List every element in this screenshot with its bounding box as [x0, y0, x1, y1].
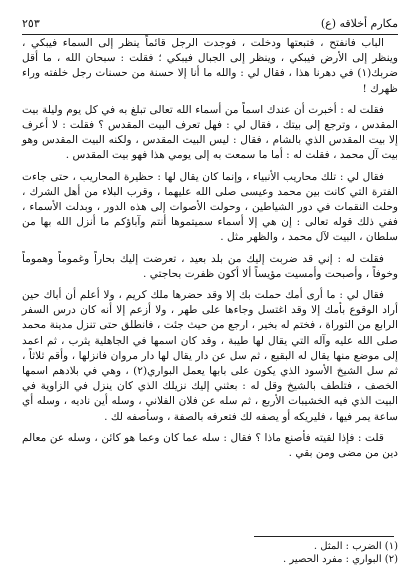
page-number: ٢٥٣ [22, 17, 40, 30]
paragraph: فقال لي : تلك محاريب الأنبياء ، وإنما كان يقال لها : حظيرة المحاريب ، حتى جاءت الفترة التي كانت بين محمد وعيسى صلى الله عليهما ، وقرب البلاء من أهل الشرك ، وحلت النقمات في دور الشياطين ، وحولت الأصوات إلى هذه الدور ، وبدلت الأسماء ، ففي ذلك قوله تعالى : إن هي إلا أسماء سميتموها أنتم وآباؤكم ما أنزل الله بها من سلطان ، البيت لآل محمد ، والظهر مثل . [22, 170, 398, 244]
main-text [22, 36, 398, 467]
footnote: (٢) البواري : مفرد الحصير . [283, 554, 398, 565]
footnote: (١) الضرب : المثل . [313, 541, 398, 552]
paragraph: فقال لي : ما أرى أمك حملت بك إلا وقد حضرها ملك كريم ، ولا أعلم أن أباك حين أراد الوقوع بأمك إلا وقد اغتسل وجاءها على طهر ، ولا أزعم إلا أنه كان درس السفر الرابع من التوراة ، فختم له بخير ، ارجع من حيث جئت ، فانطلق حتى تنزل مدينة محمد صلى الله عليه وآله التي يقال لها طيبة ، وقد كان اسمها في الجاهلية يثرب ، ثم اعمد إلى موضع منها يقال له البقيع ، ثم سل عن دار يقال لها دار مروان فانزلها ، وأقم ثلاثاً ، ثم سل الشيخ الأسود الذي يكون على بابها يعمل البواري(٢) ، وهي في بلادهم اسمها الخصف ، فتلطف بالشيخ وقل له : بعثني إليك نزيلك الذي كان ينزل في الزاوية في البيت الذي فيه الخشيبات الأربع ، ثم سله عن فلان الفلاني ، وسله أين ناديه ، وسله أي ساعة يمر فيها ، فليريكه أو يصفه لك فتعرفه بالصفة ، وسأصفه لك . [22, 289, 398, 423]
footnote-divider [254, 536, 394, 537]
paragraph: الباب فانفتح ، فتبعتها ودخلت ، فوجدت الرجل قائماً ينظر إلى السماء فيبكي ، وينظر إلى الأرض فيبكي ، وينظر إلى الجبال فيبكي ؛ فقلت : سبحان الله ، ما أقل ضربك(١) في دهرنا هذا ، فقال لي : والله ما أنا إلا حسنة من حسنات رجل خلفته وراء ظهرك ! [22, 37, 398, 95]
header-title: مكارم أخلاقه (ع) [320, 17, 398, 30]
footnotes [248, 540, 398, 566]
paragraph: فقلت له : أخبرت أن عندك اسماً من أسماء الله تعالى تبلغ به في كل يوم وليلة بيت المقدس ، وترجع إلى بيتك ، فقال لي : فهل تعرف البيت المقدس ؟ فقلت : لا أعرف إلا بيت المقدس الذي بالشام ، فقال : ليس البيت المقدس ، ولكنه البيت المقدس وهو بيت آل محمد ، فقلت له : أما ما سمعت به إلى يومي هذا فهو بيت المقدس . [22, 103, 399, 162]
paragraph: قلت : فإذا لقيته فأصنع ماذا ؟ فقال : سله عما كان وعما هو كائن ، وسله عن معالم دين من مضى ومن بقي . [22, 431, 398, 460]
paragraph: فقلت له : إني قد ضربت إليك من بلد بعيد ، تعرضت إليك بحاراً وغموماً وهموماً وخوفاً ، وأصبحت وأمسيت مؤيساً ألا أكون ظفرت بحاجتي . [22, 252, 398, 280]
running-header [22, 14, 398, 35]
